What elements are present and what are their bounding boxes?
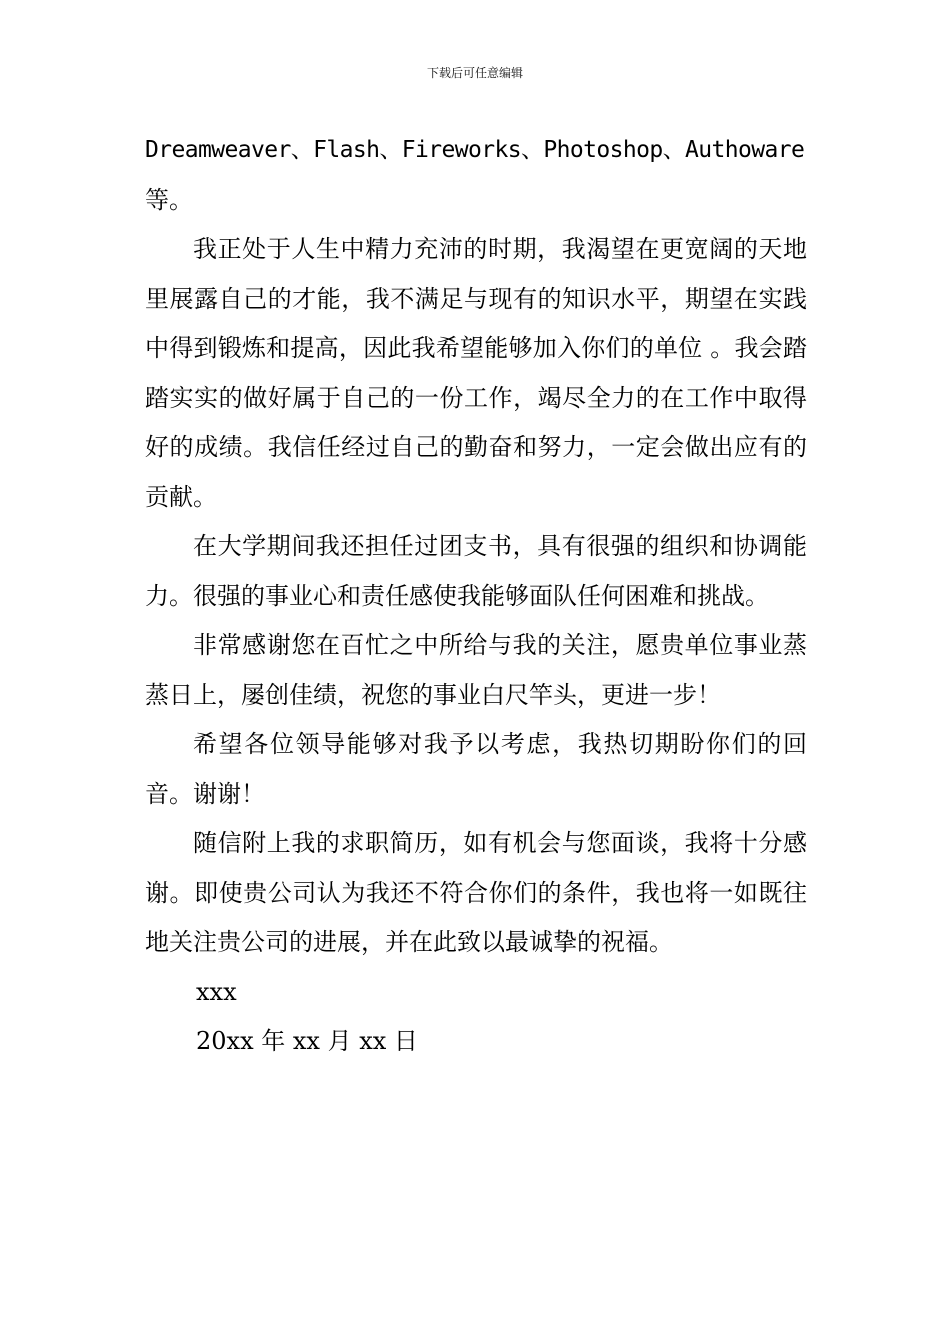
paragraph-university-role: 在大学期间我还担任过团支书，具有很强的组织和协调能力。很强的事业心和责任感使我能够面队任何困难和挑战。 [145, 532, 807, 610]
paragraph-request-consideration: 希望各位领导能够对我予以考虑，我热切期盼你们的回音。谢谢！ [145, 730, 807, 808]
software-list-tail: 等。 [145, 185, 193, 214]
signature-name: xxx [196, 977, 237, 1006]
letter-body [145, 126, 807, 1067]
signature-date: 20xx 年 xx 月 xx 日 [196, 1027, 418, 1055]
paragraph-thanks: 非常感谢您在百忙之中所给与我的关注，愿贵单位事业蒸蒸日上，屡创佳绩，祝您的事业白尺竿头，更进一步！ [145, 631, 807, 709]
software-list-line: Dreamweaver、Flash、Fireworks、Photoshop、Authoware [145, 137, 805, 163]
paragraph-ambition: 我正处于人生中精力充沛的时期，我渴望在更宽阔的天地里展露自己的才能，我不满足与现有的知识水平，期望在实践中得到锻炼和提高，因此我希望能够加入你们的单位 。我会踏踏实实的做好属于自己的一份工作，竭尽全力的在工作中取得好的成绩。我信任经过自己的勤奋和努力，一定会做出应有的贡献。 [145, 235, 807, 511]
page-header-note: 下载后可任意编辑 [426, 66, 523, 80]
paragraph-resume-attached: 随信附上我的求职简历，如有机会与您面谈，我将十分感谢。即使贵公司认为我还不符合你们的条件，我也将一如既往地关注贵公司的进展，并在此致以最诚挚的祝福。 [145, 829, 807, 956]
